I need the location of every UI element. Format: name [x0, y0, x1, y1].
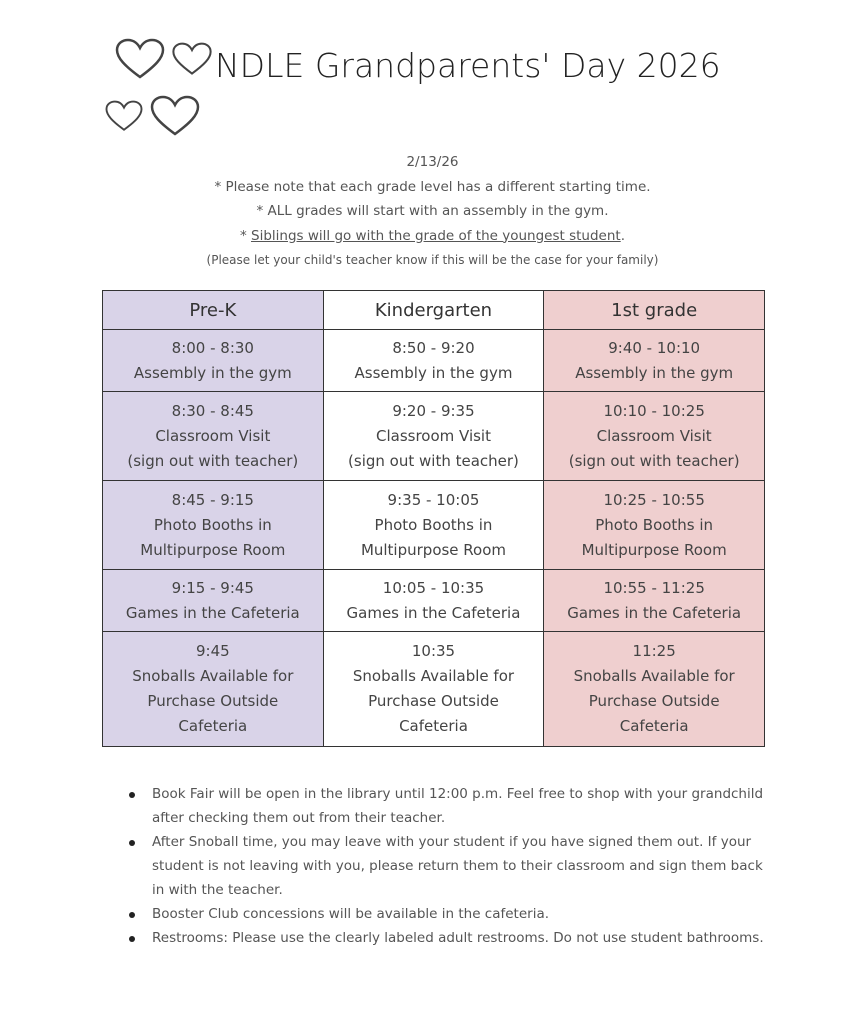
schedule-cell — [323, 632, 544, 747]
schedule-cell — [103, 392, 324, 481]
column-header: 1st grade — [544, 291, 765, 330]
schedule-cell — [544, 481, 765, 570]
activity-text: Purchase Outside — [588, 692, 720, 710]
heart-icon — [103, 100, 145, 132]
time-range: 8:50 - 9:20 — [392, 338, 475, 357]
activity-text: Classroom Visit — [596, 426, 712, 445]
activity-text: Multipurpose Room — [581, 540, 727, 559]
time-range: 9:35 - 10:05 — [387, 490, 480, 509]
heart-icon — [150, 95, 200, 137]
bullet-item: Booster Club concessions will be available in the cafeteria. — [125, 902, 775, 926]
activity-text: Snoballs Available for — [352, 667, 515, 685]
schedule-cell — [103, 330, 324, 392]
time-range: 8:00 - 8:30 — [171, 338, 254, 357]
bullet-item: Book Fair will be open in the library until 12:00 p.m. Feel free to shop with your grandchild after checking them out from their teacher. — [125, 782, 775, 830]
activity-text: Snoballs Available for — [573, 667, 735, 685]
bullet-item: After Snoball time, you may leave with your student if you have signed them out. If your student is not leaving with you, please return them to their classroom and sign them back in with the teacher. — [125, 830, 775, 902]
notes-block — [0, 150, 865, 273]
heart-icon — [115, 38, 165, 80]
schedule-cell — [544, 392, 765, 481]
activity-text: Games in the Cafeteria — [125, 603, 300, 622]
schedule-cell — [323, 481, 544, 570]
activity-text: Classroom Visit — [375, 426, 491, 445]
time-range: 9:40 - 10:10 — [608, 338, 701, 357]
schedule-cell — [544, 570, 765, 632]
schedule-cell — [323, 570, 544, 632]
activity-text: (sign out with teacher) — [568, 451, 740, 470]
activity-text: Cafeteria — [399, 717, 468, 735]
schedule-cell — [103, 570, 324, 632]
time-range: 9:45 — [195, 642, 230, 660]
table-row — [103, 632, 765, 747]
table-row — [103, 481, 765, 570]
siblings-note-text: Siblings will go with the grade of the youngest student — [251, 227, 621, 244]
activity-text: Purchase Outside — [147, 692, 279, 710]
schedule-cell — [103, 632, 324, 747]
time-range: 9:20 - 9:35 — [392, 401, 475, 420]
activity-text: Purchase Outside — [368, 692, 499, 710]
activity-text: Multipurpose Room — [360, 540, 507, 559]
activity-text: Classroom Visit — [155, 426, 271, 445]
activity-text: Multipurpose Room — [140, 540, 286, 559]
siblings-note — [0, 224, 865, 249]
activity-text: Games in the Cafeteria — [567, 603, 742, 622]
schedule-table — [102, 290, 765, 747]
time-range: 10:25 - 10:55 — [603, 490, 705, 509]
info-bullets — [125, 782, 775, 950]
siblings-prefix: * — [239, 227, 252, 244]
time-range: 8:45 - 9:15 — [171, 490, 254, 509]
time-range: 10:35 — [411, 642, 456, 660]
activity-text: (sign out with teacher) — [127, 451, 299, 470]
family-note: (Please let your child's teacher know if this will be the case for your family) — [206, 253, 659, 267]
table-row — [103, 330, 765, 392]
activity-text: Assembly in the gym — [575, 363, 734, 382]
page-title: NDLE Grandparents' Day 2026 — [215, 46, 721, 85]
activity-text: Photo Booths in — [595, 515, 714, 534]
time-range: 8:30 - 8:45 — [171, 401, 254, 420]
activity-text: Assembly in the gym — [133, 363, 292, 382]
column-header: Kindergarten — [323, 291, 544, 330]
activity-text: Games in the Cafeteria — [346, 603, 521, 622]
time-range: 11:25 — [632, 642, 676, 660]
time-range: 10:55 - 11:25 — [603, 578, 705, 597]
time-range: 10:10 - 10:25 — [603, 401, 705, 420]
activity-text: Photo Booths in — [374, 515, 493, 534]
schedule-cell — [544, 330, 765, 392]
siblings-suffix: . — [620, 227, 626, 244]
schedule-cell — [323, 392, 544, 481]
time-range: 10:05 - 10:35 — [382, 578, 485, 597]
table-header-row — [103, 291, 765, 330]
bullet-item: Restrooms: Please use the clearly labeled adult restrooms. Do not use student bathrooms. — [125, 926, 775, 950]
table-row — [103, 570, 765, 632]
schedule-cell — [103, 481, 324, 570]
date: 2/13/26 — [406, 154, 459, 170]
note-line: * ALL grades will start with an assembly in the gym. — [256, 203, 609, 219]
activity-text: Snoballs Available for — [132, 667, 294, 685]
activity-text: Photo Booths in — [153, 515, 272, 534]
table-row — [103, 392, 765, 481]
schedule-cell — [544, 632, 765, 747]
heart-icon — [170, 42, 214, 76]
note-line: * Please note that each grade level has a different starting time. — [214, 178, 651, 195]
activity-text: (sign out with teacher) — [348, 451, 519, 470]
activity-text: Assembly in the gym — [354, 363, 513, 382]
column-header: Pre-K — [103, 291, 324, 330]
schedule-cell — [323, 330, 544, 392]
activity-text: Cafeteria — [178, 717, 248, 735]
activity-text: Cafeteria — [619, 717, 689, 735]
time-range: 9:15 - 9:45 — [171, 578, 254, 597]
